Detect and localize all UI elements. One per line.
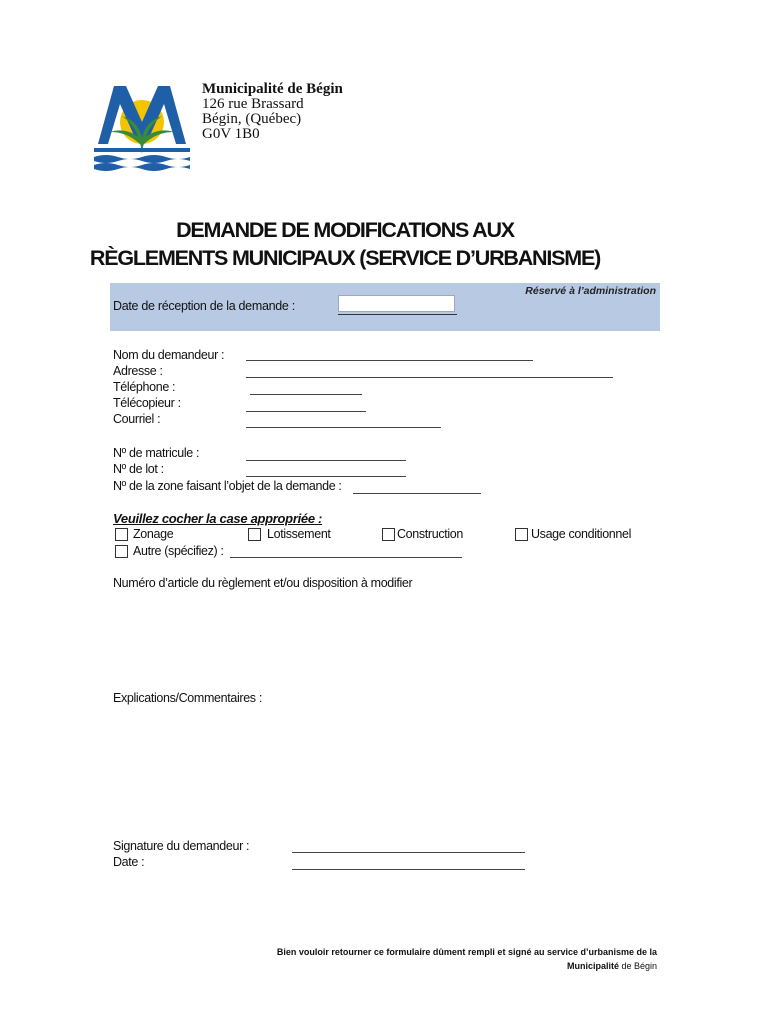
footer-line2-bold: Municipalité [566, 961, 619, 971]
applicant-name-field[interactable] [246, 360, 533, 361]
zone-label: Nº de la zone faisant l’objet de la demande : [113, 479, 342, 493]
address-line2: Bégin, (Québec) [202, 111, 302, 127]
admin-section [110, 283, 660, 331]
postal-code: G0V 1B0 [202, 126, 260, 142]
lotissement-checkbox[interactable] [248, 528, 261, 541]
autre-checkbox[interactable] [115, 545, 128, 558]
signature-label: Signature du demandeur : [113, 839, 250, 853]
construction-checkbox[interactable] [382, 528, 395, 541]
usage-conditionnel-label: Usage conditionnel [531, 527, 632, 541]
signature-field[interactable] [292, 852, 525, 853]
article-input-area[interactable] [113, 595, 653, 680]
usage-conditionnel-checkbox[interactable] [515, 528, 528, 541]
applicant-fax-label: Télécopieur : [113, 396, 181, 410]
autre-label: Autre (spécifiez) : [133, 544, 224, 558]
matricule-field[interactable] [246, 460, 406, 461]
form-title-line2: RÈGLEMENTS MUNICIPAUX (SERVICE D’URBANISME) [89, 246, 601, 270]
applicant-email-field[interactable] [246, 427, 441, 428]
construction-label: Construction [397, 527, 463, 541]
reception-date-underline [338, 314, 457, 315]
address-line1: 126 rue Brassard [202, 96, 304, 112]
org-name: Municipalité de Bégin [202, 81, 343, 97]
zone-field[interactable] [353, 493, 481, 494]
matricule-label: Nº de matricule : [113, 446, 200, 460]
footer-line2 [277, 959, 657, 973]
footer-line2-rest: de Bégin [618, 961, 657, 971]
applicant-phone-field[interactable] [250, 394, 362, 395]
autre-field[interactable] [230, 557, 462, 558]
lot-field[interactable] [246, 476, 406, 477]
form-title-line1: DEMANDE DE MODIFICATIONS AUX [176, 218, 514, 242]
comments-input-area[interactable] [113, 710, 653, 830]
footer-note [277, 945, 657, 973]
applicant-address-label: Adresse : [113, 364, 163, 378]
admin-note: Réservé à l’administration [525, 285, 656, 297]
zonage-label: Zonage [133, 527, 174, 541]
applicant-email-label: Courriel : [113, 412, 161, 426]
applicant-fax-field[interactable] [246, 411, 366, 412]
lotissement-label: Lotissement [267, 527, 331, 541]
footer-line1: Bien vouloir retourner ce formulaire dûment rempli et signé au service d’urbanisme de la [276, 947, 657, 957]
reception-date-label: Date de réception de la demande : [113, 299, 295, 313]
lot-label: Nº de lot : [113, 462, 164, 476]
signature-date-field[interactable] [292, 869, 525, 870]
signature-date-label: Date : [113, 855, 145, 869]
applicant-phone-label: Téléphone : [113, 380, 176, 394]
comments-label: Explications/Commentaires : [113, 691, 262, 705]
reception-date-field[interactable] [338, 295, 455, 312]
choices-title: Veuillez cocher la case appropriée : [113, 511, 323, 526]
municipality-logo [92, 82, 192, 172]
zonage-checkbox[interactable] [115, 528, 128, 541]
applicant-name-label: Nom du demandeur : [113, 348, 225, 362]
article-label: Numéro d’article du règlement et/ou disposition à modifier [113, 576, 413, 590]
header-address [202, 82, 343, 142]
applicant-address-field[interactable] [246, 377, 613, 378]
